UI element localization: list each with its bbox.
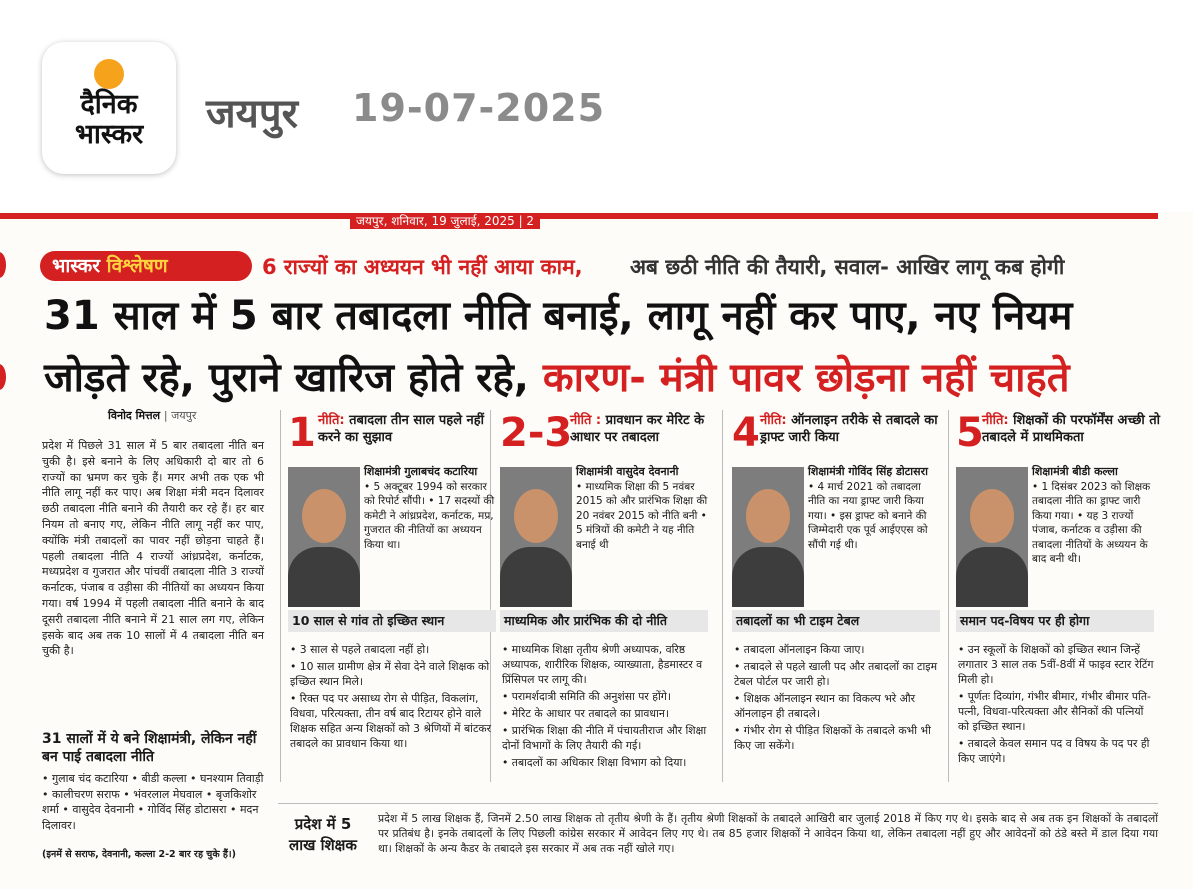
minister-info — [808, 465, 940, 552]
minister-points: • माध्यमिक शिक्षा की 5 नवंबर 2015 को और प्रारंभिक शिक्षा की 20 नवंबर 2015 को नीति बनी • 5 मंत्रियों की कमेटी ने यह नीति बनाई थी — [576, 480, 708, 551]
fact-box-title — [282, 814, 364, 856]
ministers-note: (इनमें से सराफ, देवनानी, कल्ला 2-2 बार रह चुके हैं।) — [42, 849, 236, 860]
policy-card-4 — [732, 405, 942, 785]
list-item: • मेरिट के आधार पर तबादले का प्रावधान। — [502, 707, 669, 720]
policy-title — [570, 412, 710, 446]
policy-card-1 — [288, 405, 498, 785]
list-item: • 3 साल से पहले तबादला नहीं हो। — [290, 643, 430, 656]
policy-subhead: माध्यमिक और प्रारंभिक की दो नीति — [500, 610, 708, 632]
ministers-list: • गुलाब चंद कटारिया • बीडी कल्ला • घनश्याम तिवाड़ी • कालीचरण सराफ • भंवरलाल मेघवाल • बृजकिशोर शर्मा • वासुदेव देवनानी • गोविंद सिंह डोटासरा • मदन दिलावर। — [42, 772, 264, 832]
minister-points: • 1 दिसंबर 2023 को शिक्षक तबादला नीति का ड्राफ्ट जारी किया गया। • यह 3 राज्यों पंजाब, कर्नाटक व उड़ीसा की तबादला नीतियों के अध्ययन के बाद बनी थी। — [1032, 480, 1151, 565]
policy-bullets — [734, 642, 940, 755]
fact-title-line2: लाख शिक्षक — [289, 836, 357, 854]
policy-title — [760, 412, 942, 446]
policy-number: 1 — [288, 410, 316, 456]
minister-info — [576, 465, 708, 552]
minister-photo — [288, 467, 360, 607]
list-item: • माध्यमिक शिक्षा तृतीय श्रेणी अध्यापक, वरिष्ठ अध्यापक, शारीरिक शिक्षक, व्याख्याता, हैडमास्टर व प्रिंसिपल पर लागू की। — [502, 643, 703, 686]
policy-bullets — [958, 642, 1154, 768]
minister-name: शिक्षामंत्री गोविंद सिंह डोटासरा — [808, 465, 928, 478]
logo-line1: दैनिक — [80, 89, 138, 120]
minister-photo — [956, 467, 1028, 607]
list-item: • परामर्शदात्री समिति की अनुशंसा पर होंगे। — [502, 690, 671, 703]
kicker-red: 6 राज्यों का अध्ययन भी नहीं आया काम, — [262, 255, 583, 279]
minister-info — [1032, 465, 1158, 567]
headline-line2 — [44, 354, 1156, 402]
article-body: प्रदेश में पिछले 31 साल में 5 बार तबादला नीति बन चुकी है। इसे बनाने के लिए अधिकारी दो बार तो 6 राज्यों का भ्रमण कर चुके हैं। मगर अभी तक एक भी नीति लागू नहीं कर पाए। अब शिक्षा मंत्री मदन दिलावर छठी तबादला नीति बनाने की तैयारी कर रहे हैं। हर बार नियम तो बनाए गए, लेकिन नीति लागू नहीं कर पाए, क्योंकि मंत्री तबादलों का पावर नहीं छोड़ना चाहते हैं। पहली तबादला नीति 4 राज्यों आंध्रप्रदेश, कर्नाटक, मध्यप्रदेश व गुजरात और पांचवीं तबादला नीति 3 राज्यों कर्नाटक, पंजाब व उड़ीसा की नीतियों का अध्ययन किया गया। वर्ष 1994 में पहली तबादला नीति बनाने के बाद दूसरी तबादला नीति बनाने में 21 साल लग गए, लेकिन इसके बाद अब तक 10 सालों में 4 तबादला नीति बन चुकी है। — [42, 439, 264, 658]
tag-suffix: विश्लेषण — [106, 255, 168, 277]
minister-name: शिक्षामंत्री बीडी कल्ला — [1032, 465, 1118, 478]
kicker-black: अब छठी नीति की तैयारी, सवाल- आखिर लागू कब होगी — [630, 255, 1065, 279]
list-item: • तबादले से पहले खाली पद और तबादलों का टाइम टेबल पोर्टल पर जारी हो। — [734, 660, 938, 688]
headline-line1: 31 साल में 5 बार तबादला नीति बनाई, लागू नहीं कर पाए, नए नियम — [44, 293, 1073, 339]
policy-subhead: 10 साल से गांव तो इच्छित स्थान — [288, 610, 496, 632]
policy-title-text: तबादला तीन साल पहले नहीं करने का सुझाव — [318, 413, 485, 445]
policy-bullets — [290, 642, 496, 753]
section-tag-label — [52, 252, 168, 278]
left-subhead: 31 सालों में ये बने शिक्षामंत्री, लेकिन नहीं बन पाई तबादला नीति — [42, 731, 257, 765]
list-item: • तबादला ऑनलाइन किया जाए। — [734, 643, 865, 656]
policy-subhead: समान पद-विषय पर ही होगा — [956, 610, 1154, 632]
edition-city: जयपुर — [206, 91, 298, 137]
page-dateline: जयपुर, शनिवार, 19 जुलाई, 2025 | 2 — [350, 214, 540, 229]
policy-bullets — [502, 642, 708, 772]
byline — [108, 408, 196, 423]
list-item: • प्रारंभिक शिक्षा की नीति में पंचायतीराज और शिक्षा दोनों विभागों के लिए तैयारी की गई। — [502, 724, 707, 752]
tag-prefix: भास्कर — [52, 255, 101, 277]
headline-line2-black: जोड़ते रहे, पुराने खारिज होते रहे, — [44, 355, 529, 401]
byline-name: विनोद मित्तल — [108, 409, 161, 422]
edition-date: 19-07-2025 — [352, 86, 606, 130]
minister-points: • 5 अक्टूबर 1994 को सरकार को रिपोर्ट सौंपी। • 17 सदस्यों की कमेटी ने आंध्रप्रदेश, कर्नाटक, मप्र, गुजरात की नीतियों का अध्ययन किया था। — [364, 480, 495, 551]
policy-title-prefix: नीति: — [760, 413, 787, 428]
column-divider — [948, 410, 949, 782]
fact-title-line1: प्रदेश में 5 — [294, 815, 352, 833]
policy-title-prefix: नीति : — [570, 413, 602, 428]
policy-title-prefix: नीति: — [318, 413, 345, 428]
list-item: • शिक्षक ऑनलाइन स्थान का विकल्प भरे और ऑनलाइन ही तबादले। — [734, 692, 916, 720]
list-item: • 10 साल ग्रामीण क्षेत्र में सेवा देने वाले शिक्षक को इच्छित स्थान मिले। — [290, 660, 490, 688]
policy-subhead: तबादलों का भी टाइम टेबल — [732, 610, 940, 632]
list-item: • गंभीर रोग से पीड़ित शिक्षकों के तबादले कभी भी किए जा सकेंगे। — [734, 724, 931, 752]
minister-name: शिक्षामंत्री वासुदेव देवनानी — [576, 465, 679, 478]
policy-number: 5 — [956, 410, 984, 456]
minister-info — [364, 465, 496, 552]
policy-number: 2-3 — [500, 410, 573, 456]
column-divider — [722, 410, 723, 782]
policy-number: 4 — [732, 410, 760, 456]
minister-points: • 4 मार्च 2021 को तबादला नीति का नया ड्राफ्ट जारी किया गया। • इस ड्राफ्ट को बनाने की जिम्मेदारी एक पूर्व आईएएस को सौंपी गई थी। — [808, 480, 928, 551]
minister-photo — [500, 467, 572, 607]
logo-line2: भास्कर — [74, 119, 144, 150]
minister-photo — [732, 467, 804, 607]
list-item: • उन स्कूलों के शिक्षकों को इच्छित स्थान जिन्हें लगातार 3 साल तक 5वीं-8वीं में फाइव स्टार रेटिंग मिली हो। — [958, 643, 1154, 686]
policy-title-text: ऑनलाइन तरीके से तबादले का ड्राफ्ट जारी किया — [760, 413, 938, 445]
policy-title-prefix: नीति: — [982, 413, 1009, 428]
column-divider — [280, 410, 281, 782]
list-item: • पूर्णतः दिव्यांग, गंभीर बीमार, गंभीर बीमार पति-पत्नी, विधवा-परित्यक्ता और सैनिकों की पत्नियों को इच्छित स्थान। — [958, 690, 1151, 733]
policy-title — [982, 412, 1162, 446]
policy-card-5 — [956, 405, 1166, 785]
minister-name: शिक्षामंत्री गुलाबचंद कटारिया — [364, 465, 478, 478]
policy-title-text: शिक्षकों की परफॉर्मेंस अच्छी तो तबादले में प्राथमिकता — [982, 413, 1161, 445]
sun-icon — [94, 59, 124, 89]
list-item: • तबादलों का अधिकार शिक्षा विभाग को दिया। — [502, 756, 687, 769]
list-item: • तबादले केवल समान पद व विषय के पद पर ही किए जाएंगे। — [958, 737, 1150, 765]
byline-city: | जयपुर — [163, 409, 197, 422]
policy-title — [318, 412, 496, 446]
fact-box-text: प्रदेश में 5 लाख शिक्षक हैं, जिनमें 2.50 लाख शिक्षक तो तृतीय श्रेणी के हैं। तृतीय श्रेणी शिक्षकों के तबादले आखिरी बार जुलाई 2018 में किए गए थे। इसके बाद से अब तक इन शिक्षकों के तबादलों पर प्रतिबंध है। इनके तबादलों के लिए पिछली कांग्रेस सरकार में आवेदन लिए गए थे। तब 85 हजार शिक्षकों ने आवेदन किया था, लेकिन तबादला नहीं हुए और आवेदनों को ठंडे बस्ते में डाल दिया गया था। शिक्षकों के अन्य कैडर के तबादले इस सरकार में अब तक नहीं खोले गए। — [378, 812, 1158, 855]
app-logo[interactable] — [42, 42, 176, 174]
policy-title-text: प्रावधान कर मेरिट के आधार पर तबादला — [570, 413, 705, 445]
page-top-bar — [0, 213, 1158, 219]
list-item: • रिक्त पद पर असाध्य रोग से पीड़ित, विकलांग, विधवा, परित्यक्ता, तीन वर्ष बाद रिटायर होने वाले शिक्षक सहित अन्य शिक्षकों को 3 श्रेणियों में बांटकर तबादले का प्रावधान किया था। — [290, 692, 492, 750]
headline-line2-red: कारण- मंत्री पावर छोड़ना नहीं चाहते — [542, 355, 1070, 401]
policy-card-2-3 — [500, 405, 710, 785]
